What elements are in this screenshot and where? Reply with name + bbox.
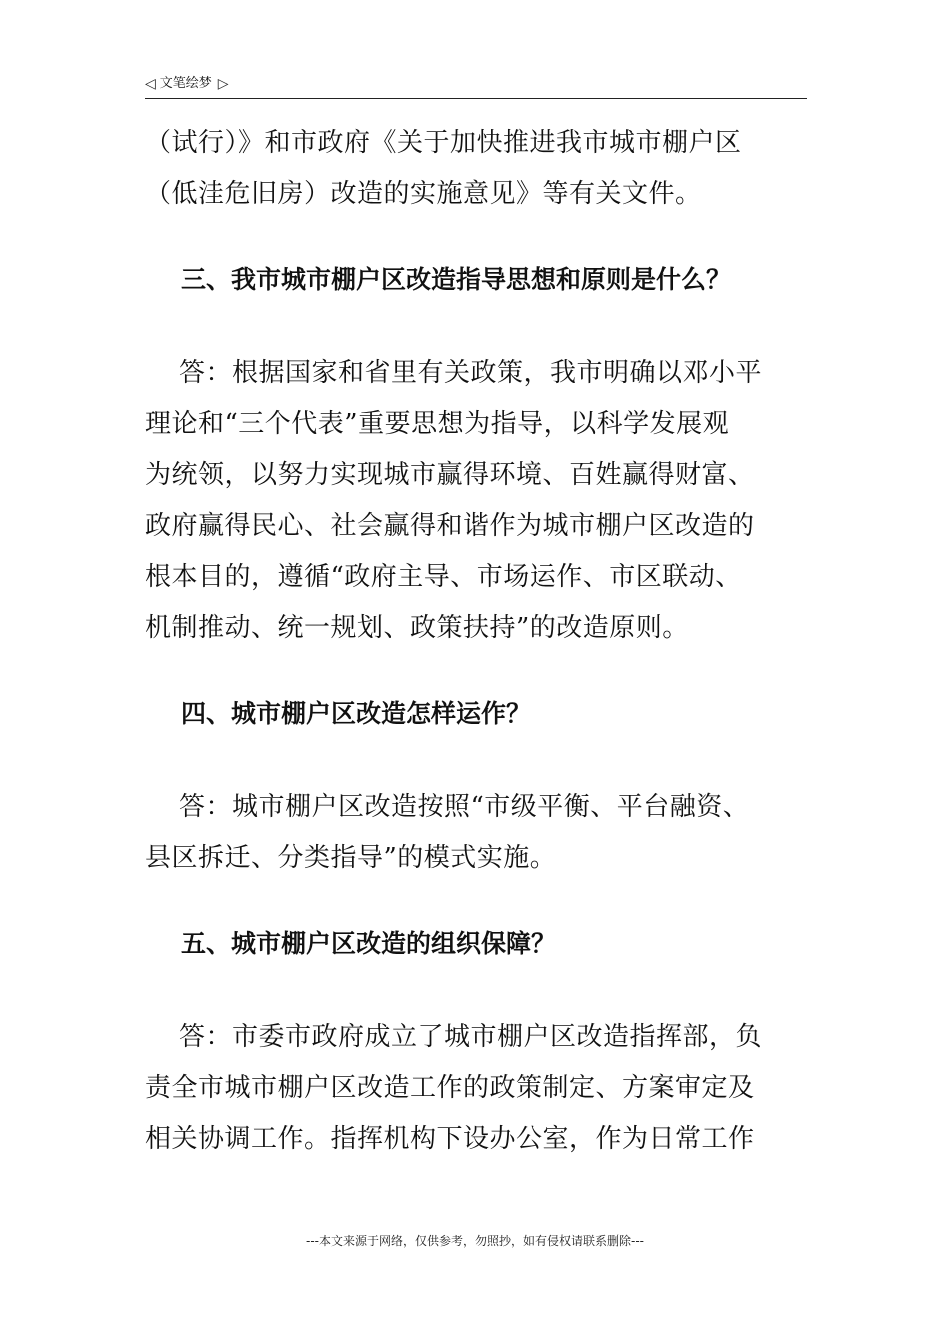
text-line: 县区拆迁、分类指导”的模式实施。 bbox=[145, 843, 557, 873]
paragraph-answer-5 bbox=[145, 1012, 807, 1165]
page-header bbox=[145, 70, 807, 99]
page-footer: ---本文来源于网络，仅供参考，勿照抄，如有侵权请联系删除--- bbox=[306, 1234, 644, 1248]
text-line: 机制推动、统一规划、政策扶持”的改造原则。 bbox=[145, 613, 689, 643]
text-line: 答：城市棚户区改造按照“市级平衡、平台融资、 bbox=[179, 792, 750, 822]
left-triangle-icon: ◁ bbox=[145, 76, 156, 92]
text-line: 答：根据国家和省里有关政策，我市明确以邓小平 bbox=[179, 358, 763, 388]
text-line: 根本目的，遵循“政府主导、市场运作、市区联动、 bbox=[145, 562, 742, 592]
text-line: （试行）》和市政府《关于加快推进我市城市棚户区 bbox=[145, 128, 742, 158]
section-heading-5: 五、城市棚户区改造的组织保障？ bbox=[181, 929, 557, 958]
section-heading-3: 三、我市城市棚户区改造指导思想和原则是什么？ bbox=[181, 265, 732, 294]
right-triangle-icon: ▷ bbox=[217, 76, 229, 92]
paragraph-answer-3 bbox=[145, 348, 807, 654]
text-line: 为统领，以努力实现城市赢得环境、百姓赢得财富、 bbox=[145, 460, 755, 490]
document-body bbox=[145, 118, 807, 1165]
text-line: （低洼危旧房）改造的实施意见》等有关文件。 bbox=[145, 179, 702, 209]
text-line: 答：市委市政府成立了城市棚户区改造指挥部，负 bbox=[179, 1022, 763, 1052]
paragraph-continued bbox=[145, 118, 807, 220]
paragraph-answer-4 bbox=[145, 782, 807, 884]
section-heading-4: 四、城市棚户区改造怎样运作？ bbox=[181, 699, 532, 728]
text-line: 政府赢得民心、社会赢得和谐作为城市棚户区改造的 bbox=[145, 511, 755, 541]
text-line: 责全市城市棚户区改造工作的政策制定、方案审定及 bbox=[145, 1073, 755, 1103]
text-line: 相关协调工作。指挥机构下设办公室，作为日常工作 bbox=[145, 1124, 755, 1154]
header-title: 文笔绘梦 bbox=[159, 76, 212, 91]
text-line: 理论和“三个代表”重要思想为指导，以科学发展观 bbox=[145, 409, 730, 439]
